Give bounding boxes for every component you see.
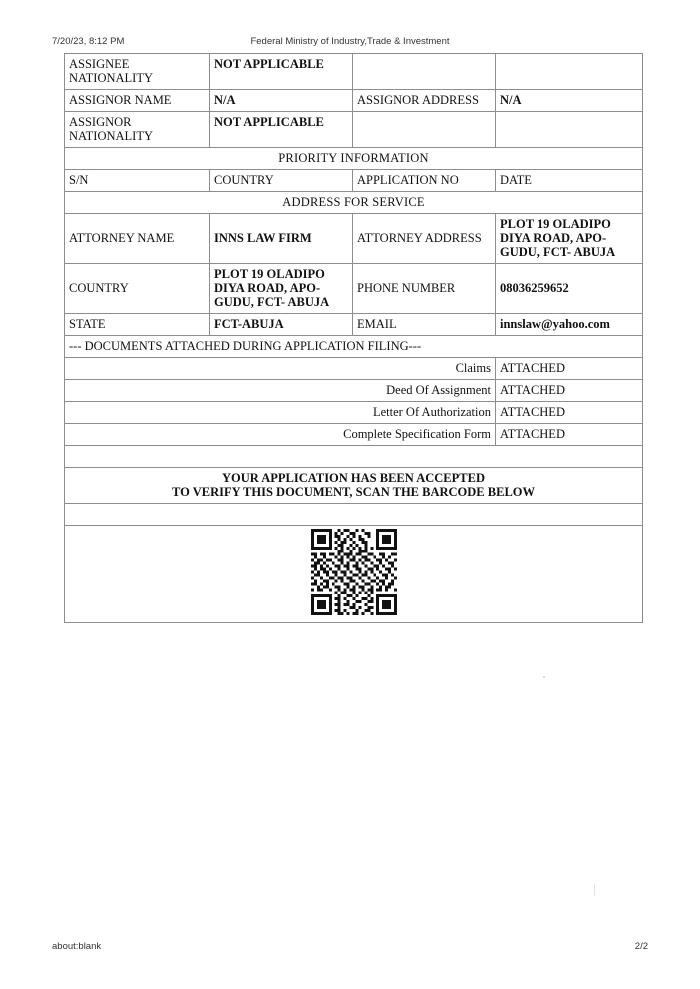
spacer-row — [65, 504, 643, 526]
attorney-address-label: ATTORNEY ADDRESS — [353, 214, 496, 264]
country-value: PLOT 19 OLADIPO DIYA ROAD, APO- GUDU, FCT- ABUJA — [210, 264, 353, 314]
spacer-row — [65, 446, 643, 468]
table-row — [65, 214, 643, 264]
table-row — [65, 112, 643, 148]
assignee-nationality-value: NOT APPLICABLE — [210, 54, 353, 90]
priority-col-date: DATE — [496, 170, 643, 192]
table-row — [65, 380, 643, 402]
document-label-claims: Claims — [65, 358, 496, 380]
email-label: EMAIL — [353, 314, 496, 336]
address-for-service-heading: ADDRESS FOR SERVICE — [65, 192, 643, 214]
email-value: innslaw@yahoo.com — [496, 314, 643, 336]
table-row — [65, 264, 643, 314]
country-label: COUNTRY — [65, 264, 210, 314]
table-row — [65, 336, 643, 358]
document-status-letter-of-authorization: ATTACHED — [496, 402, 643, 424]
assignor-address-label: ASSIGNOR ADDRESS — [353, 90, 496, 112]
phone-number-label: PHONE NUMBER — [353, 264, 496, 314]
table-row — [65, 192, 643, 214]
table-row — [65, 402, 643, 424]
table-row — [65, 170, 643, 192]
priority-col-country: COUNTRY — [210, 170, 353, 192]
form-body — [64, 53, 642, 623]
table-row — [65, 148, 643, 170]
print-footer-page: 2/2 — [634, 941, 648, 952]
document-status-complete-specification-form: ATTACHED — [496, 424, 643, 446]
table-row — [65, 314, 643, 336]
empty-cell — [353, 112, 496, 148]
acceptance-line-2: TO VERIFY THIS DOCUMENT, SCAN THE BARCODE BELOW — [171, 485, 536, 499]
table-row — [65, 90, 643, 112]
attorney-name-label: ATTORNEY NAME — [65, 214, 210, 264]
empty-cell — [496, 112, 643, 148]
print-footer-url: about:blank — [52, 941, 102, 952]
document-label-letter-of-authorization: Letter Of Authorization — [65, 402, 496, 424]
attorney-address-value: PLOT 19 OLADIPO DIYA ROAD, APO- GUDU, FCT- ABUJA — [496, 214, 643, 264]
assignee-nationality-label: ASSIGNEE NATIONALITY — [65, 54, 210, 90]
document-label-deed-of-assignment: Deed Of Assignment — [65, 380, 496, 402]
acceptance-line-1: YOUR APPLICATION HAS BEEN ACCEPTED — [221, 471, 485, 485]
assignor-nationality-label: ASSIGNOR NATIONALITY — [65, 112, 210, 148]
empty-cell — [353, 54, 496, 90]
table-row — [65, 526, 643, 623]
empty-cell — [496, 54, 643, 90]
acceptance-message — [65, 468, 643, 504]
table-row — [65, 54, 643, 90]
qr-code-icon — [311, 529, 397, 615]
assignor-address-value: N/A — [496, 90, 643, 112]
scan-artifact — [543, 676, 545, 678]
spacer-cell — [65, 446, 643, 468]
spacer-cell — [65, 504, 643, 526]
phone-number-value: 08036259652 — [496, 264, 643, 314]
barcode-cell — [65, 526, 643, 623]
state-label: STATE — [65, 314, 210, 336]
documents-attached-heading: --- DOCUMENTS ATTACHED DURING APPLICATION FILING--- — [65, 336, 643, 358]
document-status-deed-of-assignment: ATTACHED — [496, 380, 643, 402]
print-title: Federal Ministry of Industry,Trade & Investment — [250, 36, 450, 47]
document-status-claims: ATTACHED — [496, 358, 643, 380]
assignor-name-label: ASSIGNOR NAME — [65, 90, 210, 112]
state-value: FCT-ABUJA — [210, 314, 353, 336]
attorney-name-value: INNS LAW FIRM — [210, 214, 353, 264]
assignor-nationality-value: NOT APPLICABLE — [210, 112, 353, 148]
scan-artifact — [594, 884, 595, 896]
table-row — [65, 358, 643, 380]
document-label-complete-specification-form: Complete Specification Form — [65, 424, 496, 446]
qr-code-svg — [311, 529, 397, 615]
table-row — [65, 468, 643, 504]
form-table — [64, 53, 643, 623]
priority-information-heading: PRIORITY INFORMATION — [65, 148, 643, 170]
print-timestamp: 7/20/23, 8:12 PM — [52, 36, 125, 47]
priority-col-sn: S/N — [65, 170, 210, 192]
table-row — [65, 424, 643, 446]
assignor-name-value: N/A — [210, 90, 353, 112]
priority-col-application-no: APPLICATION NO — [353, 170, 496, 192]
